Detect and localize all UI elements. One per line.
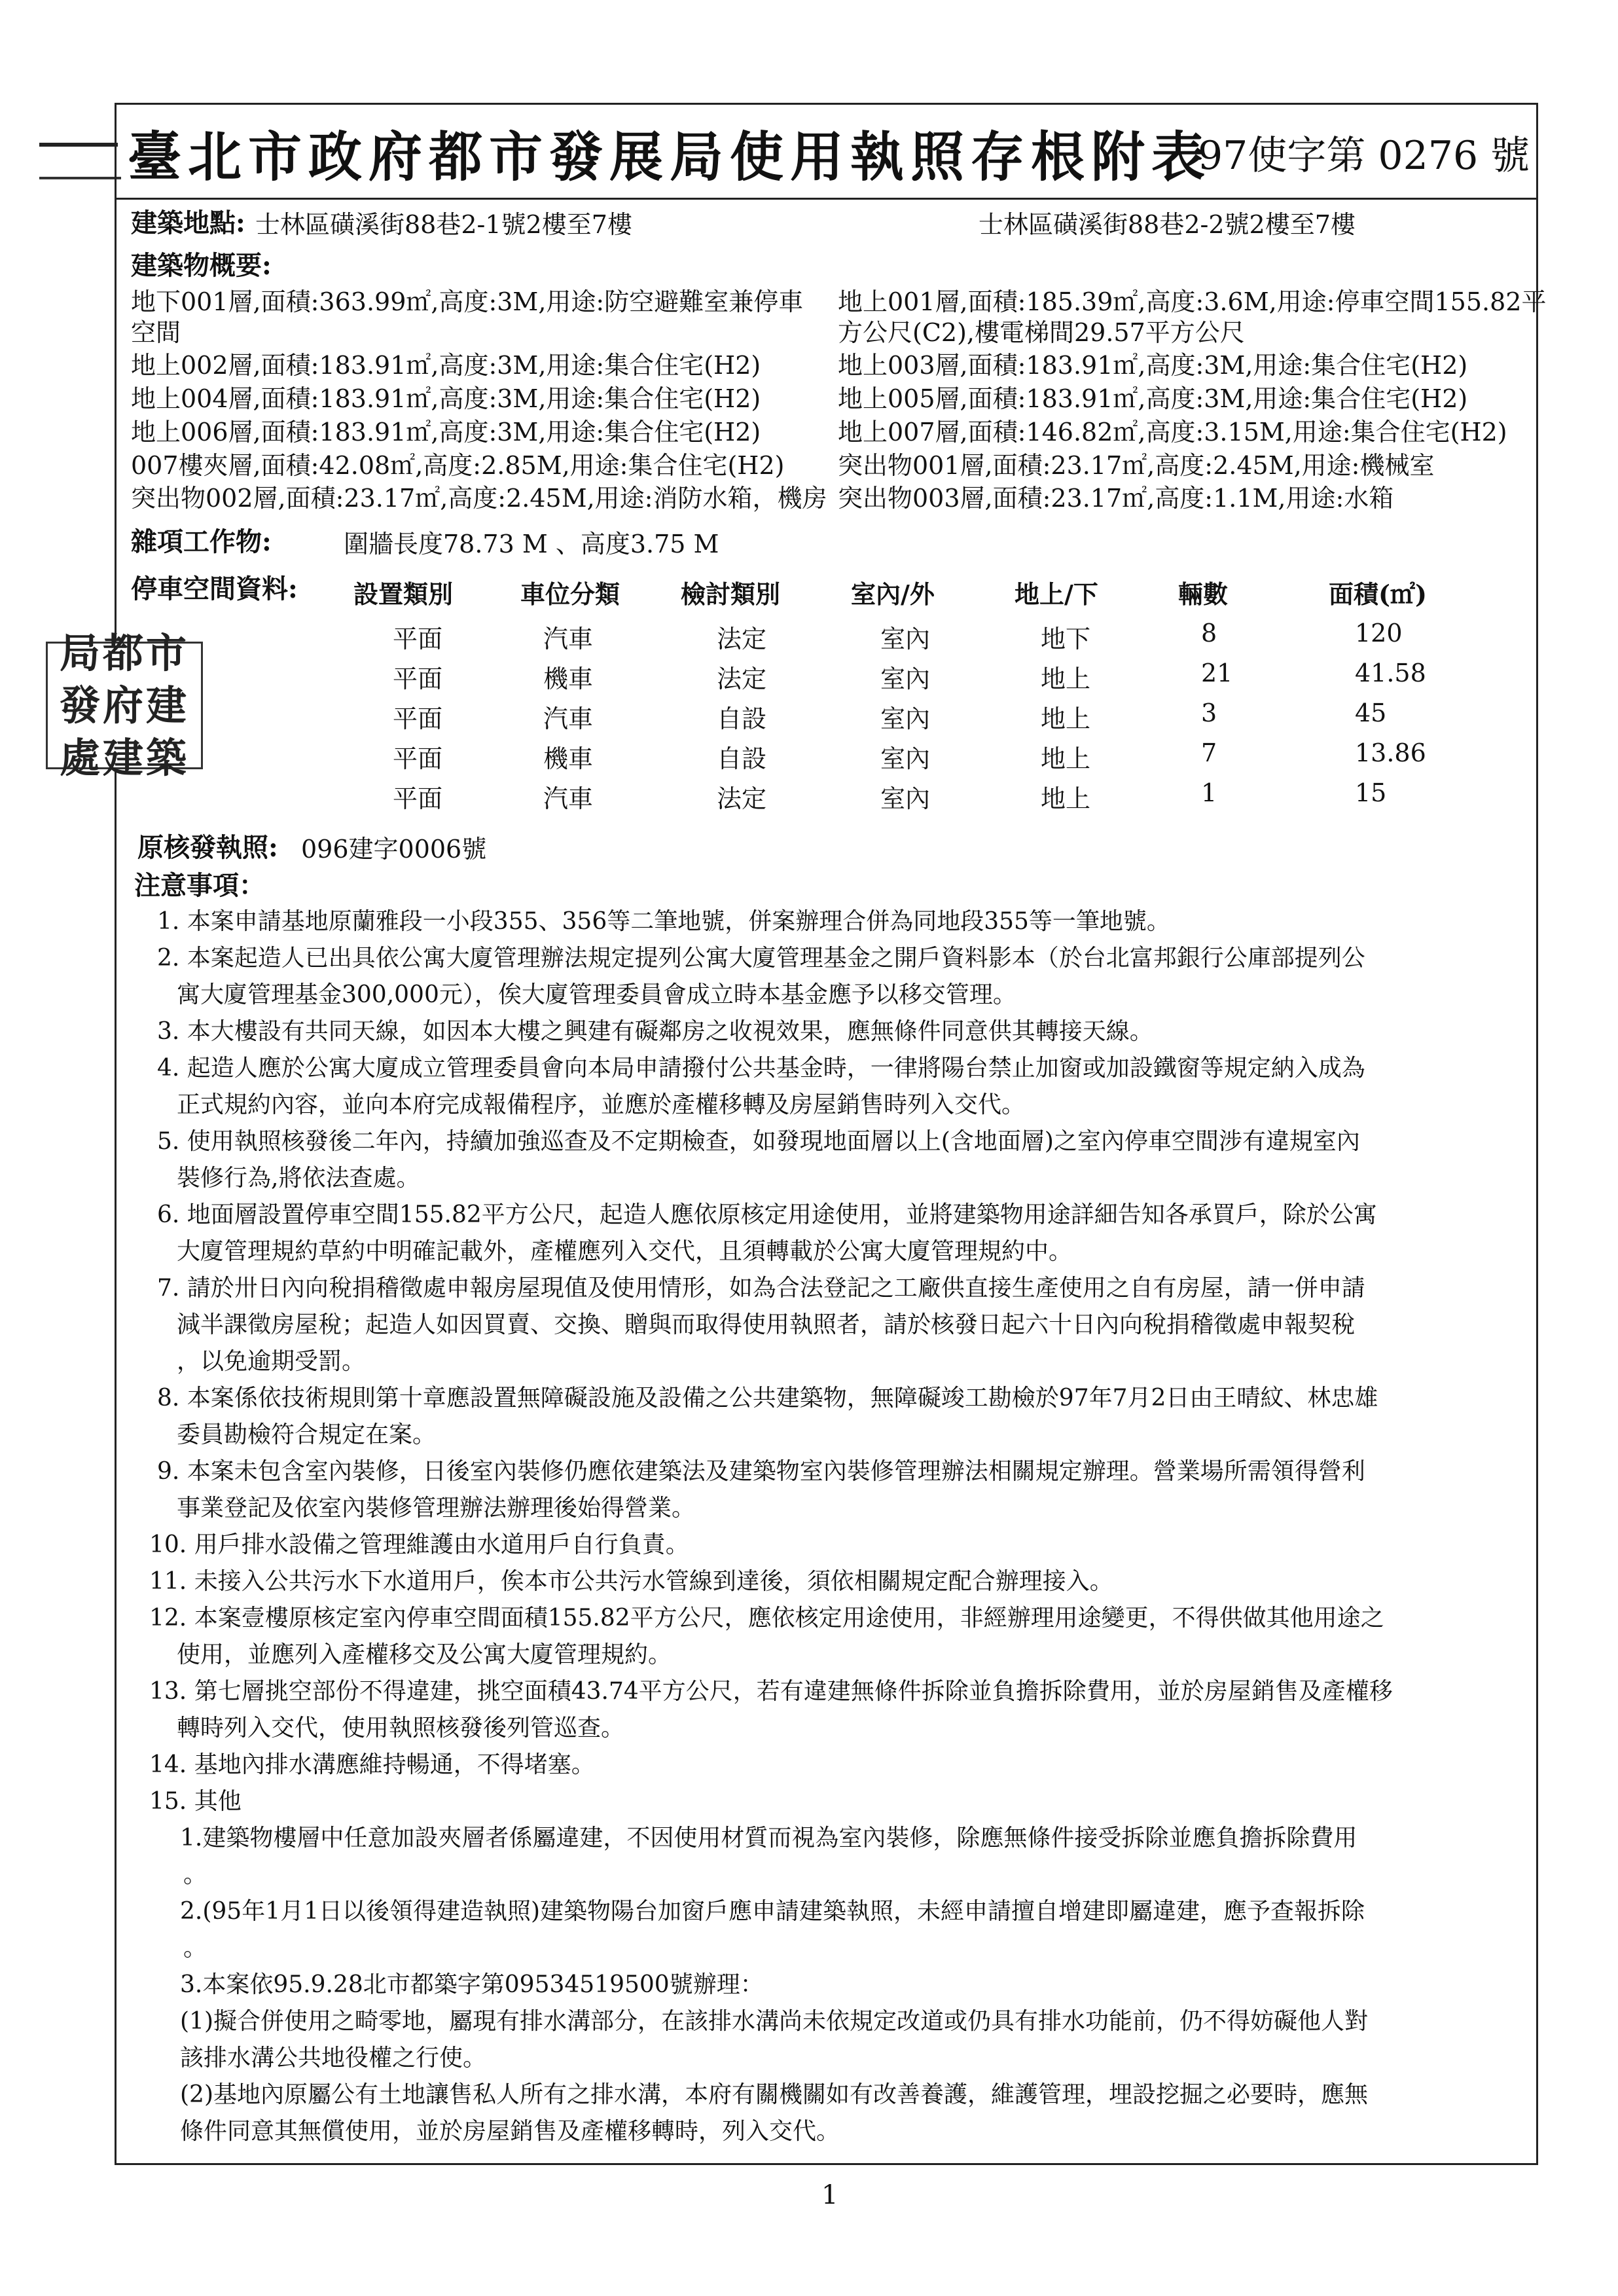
parking-header-cell: 設置類別 <box>353 579 454 609</box>
stamp-line: 處建築 <box>59 733 189 782</box>
parking-cell: 法定 <box>717 784 767 813</box>
parking-cell: 地上 <box>1041 784 1091 813</box>
site-address-1: 士林區磺溪街88巷2-1號2樓至7樓 <box>255 210 632 239</box>
note-line: 1. 本案申請基地原蘭雅段一小段355、356等二筆地號，併案辦理合併為同地段355等一筆地號。 <box>157 908 1170 935</box>
parking-cell: 21 <box>1201 659 1233 687</box>
note-line: 。 <box>183 1861 207 1888</box>
parking-cell: 地下 <box>1041 625 1091 653</box>
note-line: (2)基地內原屬公有土地讓售私人所有之排水溝，本府有關機關如有改善養護，維護管理，埋設挖掘之必要時，應無 <box>180 2081 1368 2108</box>
parking-cell: 平面 <box>393 704 443 733</box>
note-line: 減半課徵房屋稅；起造人如因買賣、交換、贈與而取得使用執照者，請於核發日起六十日內向稅捐稽徵處申報契稅 <box>177 1311 1356 1338</box>
overview-right-line: 地上005層,面積:183.91㎡,高度:3M,用途:集合住宅(H2) <box>838 384 1468 413</box>
overview-left-line: 地上004層,面積:183.91㎡,高度:3M,用途:集合住宅(H2) <box>131 384 761 413</box>
parking-cell: 平面 <box>393 625 443 653</box>
note-line: 委員勘檢符合規定在案。 <box>177 1421 437 1448</box>
note-line: 使用，並應列入產權移交及公寓大廈管理規約。 <box>177 1641 672 1668</box>
overview-left-line: 地上006層,面積:183.91㎡,高度:3M,用途:集合住宅(H2) <box>131 418 761 446</box>
document-title: 臺北市政府都市發展局使用執照存根附表 <box>128 126 1212 189</box>
parking-cell: 41.58 <box>1355 659 1426 687</box>
parking-cell: 室內 <box>880 784 931 813</box>
note-line: 14. 基地內排水溝應維持暢通，不得堵塞。 <box>149 1751 595 1778</box>
overview-left-line: 突出物002層,面積:23.17㎡,高度:2.45M,用途:消防水箱，機房 <box>131 484 827 513</box>
parking-cell: 地上 <box>1041 744 1091 773</box>
overview-right-line: 突出物003層,面積:23.17㎡,高度:1.1M,用途:水箱 <box>838 484 1394 513</box>
document-number: 97使字第 0276 號 <box>1198 133 1530 179</box>
parking-cell: 自設 <box>717 704 767 733</box>
parking-cell: 45 <box>1355 699 1387 727</box>
note-line: 3. 本大樓設有共同天線，如因本大樓之興建有礙鄰房之收視效果，應無條件同意供其轉接天線。 <box>157 1018 1153 1045</box>
site-label: 建築地點: <box>131 208 245 238</box>
note-line: 13. 第七層挑空部份不得違建，挑空面積43.74平方公尺，若有違建無條件拆除並負擔拆除費用，並於房屋銷售及產權移 <box>149 1678 1393 1705</box>
parking-cell: 汽車 <box>543 704 594 733</box>
note-line: 5. 使用執照核發後二年內，持續加強巡查及不定期檢查，如發現地面層以上(含地面層)之室內停車空間涉有違規室內 <box>157 1128 1360 1155</box>
parking-cell: 8 <box>1201 619 1217 647</box>
parking-cell: 地上 <box>1041 704 1091 733</box>
parking-header-cell: 檢討類別 <box>681 579 781 609</box>
overview-left-line: 空間 <box>131 318 181 347</box>
parking-header-cell: 地上/下 <box>1015 579 1098 609</box>
parking-cell: 室內 <box>880 625 931 653</box>
note-line: (1)擬合併使用之畸零地，屬現有排水溝部分，在該排水溝尚未依規定改道或仍具有排水功能前，仍不得妨礙他人對 <box>180 2008 1368 2035</box>
parking-cell: 120 <box>1355 619 1403 647</box>
parking-cell: 機車 <box>543 744 594 773</box>
note-line: 10. 用戶排水設備之管理維護由水道用戶自行負責。 <box>149 1531 689 1558</box>
note-line: 15. 其他 <box>149 1788 242 1815</box>
parking-cell: 機車 <box>543 665 594 693</box>
overview-left-line: 地上002層,面積:183.91㎡,高度:3M,用途:集合住宅(H2) <box>131 351 761 380</box>
original-license-label: 原核發執照: <box>137 832 278 863</box>
note-line: 寓大廈管理基金300,000元），俟大廈管理委員會成立時本基金應予以移交管理。 <box>177 981 1016 1008</box>
margin-mark <box>39 177 121 179</box>
parking-cell: 平面 <box>393 744 443 773</box>
overview-right-line: 方公尺(C2),樓電梯間29.57平方公尺 <box>838 318 1245 347</box>
parking-cell: 地上 <box>1041 665 1091 693</box>
margin-mark <box>39 143 118 147</box>
header-divider <box>115 198 1538 200</box>
parking-cell: 室內 <box>880 744 931 773</box>
note-line: 大廈管理規約草約中明確記載外，產權應列入交代，且須轉載於公寓大廈管理規約中。 <box>177 1238 1073 1265</box>
overview-right-line: 地上003層,面積:183.91㎡,高度:3M,用途:集合住宅(H2) <box>838 351 1468 380</box>
overview-left-line: 007樓夾層,面積:42.08㎡,高度:2.85M,用途:集合住宅(H2) <box>131 451 785 480</box>
overview-right-line: 地上007層,面積:146.82㎡,高度:3.15M,用途:集合住宅(H2) <box>838 418 1507 446</box>
parking-cell: 7 <box>1201 738 1217 767</box>
official-seal-stamp <box>46 629 203 782</box>
misc-works-value: 圍牆長度78.73 M 、高度3.75 M <box>344 530 719 558</box>
parking-cell: 15 <box>1355 778 1387 807</box>
parking-cell: 平面 <box>393 784 443 813</box>
note-line: 2. 本案起造人已出具依公寓大廈管理辦法規定提列公寓大廈管理基金之開戶資料影本（於台北富邦銀行公庫部提列公 <box>157 945 1365 972</box>
overview-right-line: 突出物001層,面積:23.17㎡,高度:2.45M,用途:機械室 <box>838 451 1435 480</box>
parking-cell: 汽車 <box>543 784 594 813</box>
note-line: 7. 請於卅日內向稅捐稽徵處申報房屋現值及使用情形，如為合法登記之工廠供直接生產使用之自有房屋，請一併申請 <box>157 1275 1365 1302</box>
parking-cell: 1 <box>1201 778 1217 807</box>
note-line: ，以免逾期受罰。 <box>177 1348 366 1375</box>
site-address-2: 士林區磺溪街88巷2-2號2樓至7樓 <box>979 210 1356 239</box>
parking-header-cell: 車位分類 <box>520 579 620 609</box>
parking-header-cell: 輛數 <box>1178 579 1229 609</box>
note-line: 該排水溝公共地役權之行使。 <box>180 2045 487 2071</box>
parking-cell: 平面 <box>393 665 443 693</box>
stamp-line: 發府建 <box>59 681 189 729</box>
note-line: 3.本案依95.9.28北市都築字第09534519500號辦理： <box>180 1971 764 1998</box>
note-line: 12. 本案壹樓原核定室內停車空間面積155.82平方公尺，應依核定用途使用，非經辦理用途變更，不得供做其他用途之 <box>149 1605 1384 1631</box>
note-line: 11. 未接入公共污水下水道用戶，俟本市公共污水管線到達後，須依相關規定配合辦理接入。 <box>149 1568 1113 1595</box>
original-license-value: 096建字0006號 <box>301 835 487 864</box>
overview-label: 建築物概要: <box>131 250 272 281</box>
note-line: 4. 起造人應於公寓大廈成立管理委員會向本局申請撥付公共基金時，一律將陽台禁止加窗或加設鐵窗等規定納入成為 <box>157 1055 1365 1082</box>
overview-right-line: 地上001層,面積:185.39㎡,高度:3.6M,用途:停車空間155.82平 <box>838 287 1547 316</box>
parking-cell: 法定 <box>717 625 767 653</box>
note-line: 轉時列入交代，使用執照核發後列管巡查。 <box>177 1715 625 1741</box>
note-line: 6. 地面層設置停車空間155.82平方公尺，起造人應依原核定用途使用，並將建築物用途詳細告知各承買戶，除於公寓 <box>157 1201 1377 1228</box>
parking-header-cell: 面積(㎡) <box>1329 579 1427 609</box>
note-line: 1.建築物樓層中任意加設夾層者係屬違建，不因使用材質而視為室內裝修，除應無條件接受拆除並應負擔拆除費用 <box>180 1825 1357 1851</box>
parking-cell: 自設 <box>717 744 767 773</box>
note-line: 條件同意其無償使用，並於房屋銷售及產權移轉時，列入交代。 <box>180 2118 840 2145</box>
parking-cell: 室內 <box>880 665 931 693</box>
note-line: 9. 本案未包含室內裝修，日後室內裝修仍應依建築法及建築物室內裝修管理辦法相關規定辦理。營業場所需領得營利 <box>157 1458 1365 1485</box>
overview-left-line: 地下001層,面積:363.99㎡,高度:3M,用途:防空避難室兼停車 <box>131 287 804 316</box>
page-number: 1 <box>821 2180 838 2210</box>
parking-cell: 室內 <box>880 704 931 733</box>
note-line: 正式規約內容，並向本府完成報備程序，並應於產權移轉及房屋銷售時列入交代。 <box>177 1091 1026 1118</box>
parking-header-cell: 室內/外 <box>851 579 935 609</box>
notes-label: 注意事項： <box>134 870 265 901</box>
note-line: 2.(95年1月1日以後領得建造執照)建築物陽台加窗戶應申請建築執照，未經申請擅自增建即屬違建，應予查報拆除 <box>180 1898 1365 1925</box>
stamp-line: 局都市 <box>59 629 189 677</box>
note-line: 。 <box>183 1935 207 1961</box>
note-line: 8. 本案係依技術規則第十章應設置無障礙設施及設備之公共建築物，無障礙竣工勘檢於97年7月2日由王晴紋、林忠雄 <box>157 1385 1378 1412</box>
parking-cell: 法定 <box>717 665 767 693</box>
parking-cell: 3 <box>1201 699 1217 727</box>
note-line: 裝修行為,將依法查處。 <box>177 1165 420 1192</box>
parking-cell: 汽車 <box>543 625 594 653</box>
parking-cell: 13.86 <box>1355 738 1426 767</box>
misc-works-label: 雜項工作物: <box>131 526 272 557</box>
parking-label: 停車空間資料: <box>131 574 298 604</box>
note-line: 事業登記及依室內裝修管理辦法辦理後始得營業。 <box>177 1495 696 1522</box>
